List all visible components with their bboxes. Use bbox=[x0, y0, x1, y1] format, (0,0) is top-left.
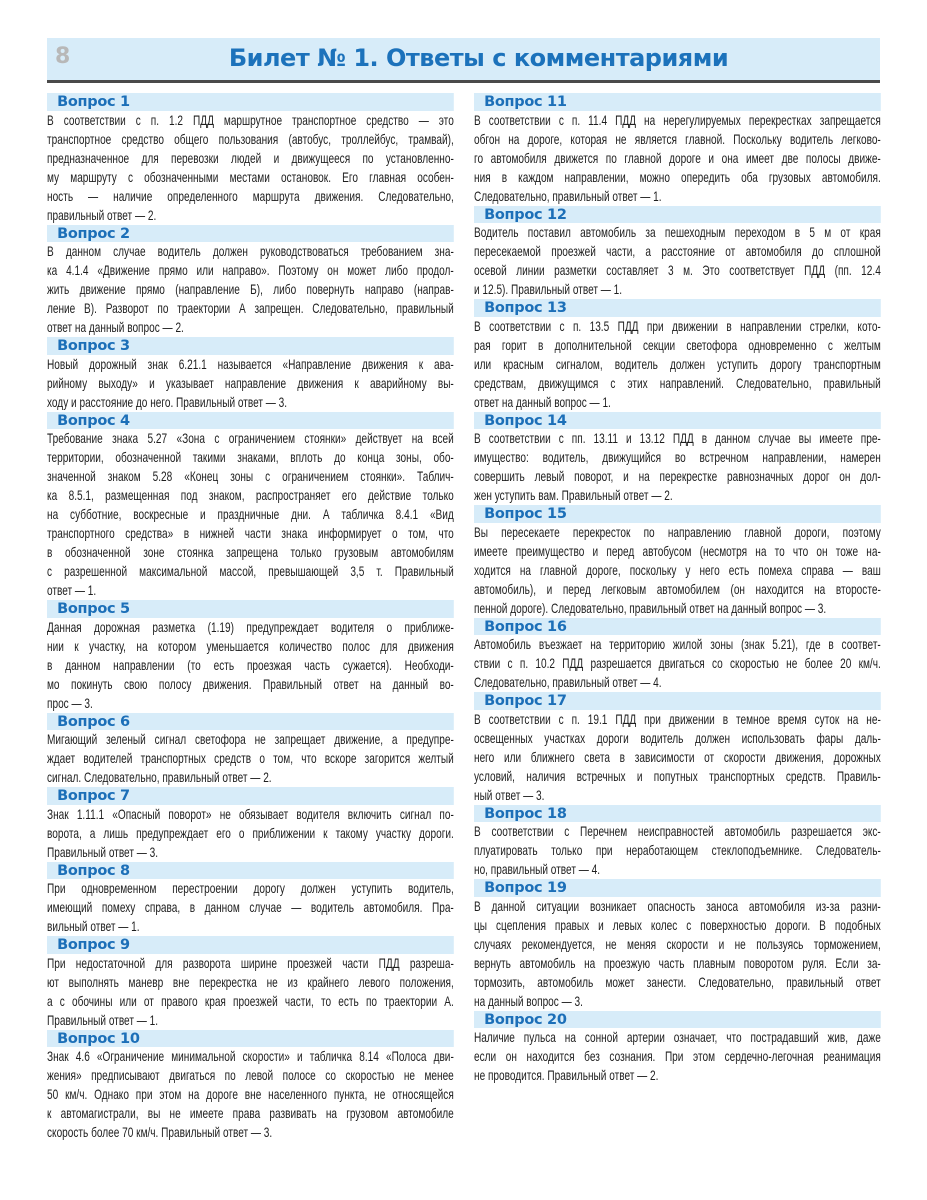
answer-text-line: сигнал. Следовательно, правильный ответ — 2. bbox=[47, 769, 272, 785]
answer-text-line: Правильный ответ — 1. bbox=[47, 1011, 159, 1028]
answer-text-line: ка 4.1.4 «Движение прямо или направо». Поэтому он может либо продол- bbox=[47, 262, 454, 278]
answer-text-line: Знак 4.6 «Ограничение минимальной скорости» и табличка 8.14 «Полоса дви- bbox=[47, 1048, 454, 1064]
question-section bbox=[474, 412, 881, 506]
answer-text-line: Следовательно, правильный ответ — 4. bbox=[474, 674, 662, 690]
question-heading bbox=[47, 713, 454, 731]
answer-text-line: вильный ответ — 1. bbox=[47, 918, 140, 934]
answer-text-line: В соответствии с пп. 13.11 и 13.12 ПДД в данном случае вы имеете пре- bbox=[474, 430, 881, 446]
question-title: Вопрос 15 bbox=[484, 506, 567, 522]
question-section bbox=[474, 618, 881, 693]
answer-text-line: Мигающий зеленый сигнал светофора не запрещает движение, а предупре- bbox=[47, 731, 454, 747]
answer-text-line: ходится на главной дороге, поскольку у него есть помеха справа — ваш bbox=[474, 561, 881, 578]
answer-text-line: При недостаточной для разворота ширине проезжей части ПДД разреша- bbox=[47, 954, 454, 971]
question-heading bbox=[47, 600, 454, 618]
answer-text-line: ка 8.5.1, размещенная под знаком, распространяет его действие только bbox=[47, 487, 454, 503]
answer-text-line: рийному выходу» и указывает направление движения к аварийному вы- bbox=[47, 374, 454, 391]
answer-text-line: средствам, движущимся с этих направлений. Следовательно, правильный bbox=[474, 374, 881, 391]
question-title: Вопрос 2 bbox=[57, 225, 130, 242]
answer-text-line: пенной дороге). Следовательно, правильный ответ на данный вопрос — 3. bbox=[474, 599, 827, 616]
answer-text-line: имущество: водитель, движущийся во встречном направлении, намерен bbox=[474, 449, 881, 465]
question-heading bbox=[474, 879, 881, 897]
question-title: Вопрос 7 bbox=[57, 788, 130, 804]
question-heading bbox=[474, 1011, 881, 1029]
question-title: Вопрос 13 bbox=[484, 300, 567, 316]
answer-text-line: В соответствии с п. 1.2 ПДД маршрутное транспортное средство — это bbox=[47, 111, 454, 128]
answer-text-line: транспортное средство общего пользования (автобус, троллейбус, трамвай), bbox=[47, 130, 454, 147]
question-title: Вопрос 4 bbox=[57, 412, 130, 429]
question-section bbox=[47, 936, 454, 1030]
question-title: Вопрос 12 bbox=[484, 206, 567, 223]
answer-text-line: В данном случае водитель должен руководствоваться требованием зна- bbox=[47, 243, 454, 259]
answer-text-line: случаях рекомендуется, не меняя скорости и не пользуясь торможением, bbox=[474, 935, 881, 952]
question-title: Вопрос 8 bbox=[57, 862, 130, 879]
question-title: Вопрос 18 bbox=[484, 805, 567, 822]
question-section bbox=[474, 206, 881, 300]
question-section bbox=[474, 1011, 881, 1086]
answer-text-line: и 12.5). Правильный ответ — 1. bbox=[474, 281, 623, 297]
answer-text-line: ответ на данный вопрос — 2. bbox=[47, 319, 184, 335]
answer-text-line: значенной знаком 5.28 «Конец зоны с ограничением стоянки». Таблич- bbox=[47, 468, 454, 484]
answer-text-line: на субботние, воскресные и праздничные дни. А табличка 8.4.1 «Вид bbox=[47, 506, 454, 522]
answer-text-line: но, правильный ответ — 4. bbox=[474, 861, 601, 877]
answer-text-line: предназначенное для перевозки людей и движущееся по установленно- bbox=[47, 149, 454, 166]
answer-text-line: цы сцепления правых и левых колес с поверхностью дороги. В подобных bbox=[474, 916, 881, 933]
answer-text-line: го автомобиля движется по главной дороге и она имеет две полосы движе- bbox=[474, 149, 881, 166]
answer-text-line: освещенных участках дороги водитель должен использовать фары даль- bbox=[474, 729, 881, 746]
question-heading bbox=[474, 299, 881, 317]
page-header bbox=[47, 38, 880, 83]
left-column bbox=[47, 93, 454, 1142]
page-title: Билет № 1. Ответы с комментариями bbox=[228, 44, 729, 72]
question-title: Вопрос 19 bbox=[484, 880, 567, 896]
question-section bbox=[47, 862, 454, 937]
question-title: Вопрос 5 bbox=[57, 601, 130, 617]
question-title: Вопрос 11 bbox=[484, 94, 567, 110]
question-heading bbox=[474, 206, 881, 224]
question-title: Вопрос 3 bbox=[57, 338, 130, 354]
answer-text-line: рая горит в дополнительной секции светофора одновременно с желтым bbox=[474, 336, 881, 353]
answer-text-line: Знак 1.11.1 «Опасный поворот» не обязывает водителя включить сигнал по- bbox=[47, 805, 454, 822]
answer-text-line: на данный вопрос — 3. bbox=[474, 992, 583, 1009]
answer-text-line: с разрешенной максимальной массой, превышающей 3,5 т. Правильный bbox=[47, 563, 454, 579]
question-section bbox=[47, 93, 454, 225]
answer-text-line: жения» предписывают двигаться по левой полосе со скоростью не менее bbox=[47, 1067, 454, 1083]
question-title: Вопрос 16 bbox=[484, 618, 567, 635]
answer-text-line: прос — 3. bbox=[47, 694, 93, 711]
question-heading bbox=[474, 692, 881, 710]
question-title: Вопрос 6 bbox=[57, 713, 130, 730]
question-heading bbox=[47, 412, 454, 430]
page-number: 8 bbox=[55, 44, 71, 69]
question-section bbox=[47, 337, 454, 412]
answer-text-line: Автомобиль въезжает на территорию жилой зоны (знак 5.21), где в соответ- bbox=[474, 636, 881, 652]
answer-text-line: жен уступить вам. Правильный ответ — 2. bbox=[474, 487, 673, 503]
question-heading bbox=[474, 412, 881, 430]
question-section bbox=[474, 299, 881, 412]
question-title: Вопрос 14 bbox=[484, 412, 567, 429]
answer-text-line: в обозначенной зоне стоянка запрещена только грузовым автомобилям bbox=[47, 544, 454, 560]
answer-text-line: него или ближнего света в зависимости от скорости движения, дорожных bbox=[474, 748, 881, 765]
question-heading bbox=[47, 337, 454, 355]
answer-text-line: ответ — 1. bbox=[47, 582, 97, 598]
question-section bbox=[47, 600, 454, 713]
answer-text-line: а с обочины или от правого края проезжей части, то есть по траектории А. bbox=[47, 992, 454, 1009]
question-section bbox=[474, 879, 881, 1011]
question-title: Вопрос 1 bbox=[57, 94, 130, 110]
answer-text-line: пересекаемой проезжей части, а расстояние от автомобиля до сплошной bbox=[474, 243, 881, 259]
question-section bbox=[47, 412, 454, 601]
answer-text-line: транспортного средства» в нижней части знака информирует о том, что bbox=[47, 525, 454, 541]
answer-text-line: В соответствии с п. 19.1 ПДД при движении в темное время суток на не- bbox=[474, 710, 881, 727]
answer-text-line: Вы пересекаете перекресток по направлению главной дороги, поэтому bbox=[474, 523, 881, 540]
answer-text-line: тормозить, автомобиль может занести. Следовательно, правильный ответ bbox=[474, 973, 881, 990]
question-title: Вопрос 10 bbox=[57, 1030, 140, 1047]
answer-text-line: В данной ситуации возникает опасность заноса автомобиля из-за разни- bbox=[474, 897, 881, 914]
question-heading bbox=[47, 862, 454, 880]
answer-text-line: В соответствии с п. 13.5 ПДД при движении в направлении стрелки, кото- bbox=[474, 317, 881, 334]
question-title: Вопрос 9 bbox=[57, 937, 130, 953]
answer-text-line: Требование знака 5.27 «Зона с ограничением стоянки» действует на всей bbox=[47, 430, 454, 446]
answer-text-line: Наличие пульса на сонной артерии означает, что пострадавший жив, даже bbox=[474, 1029, 881, 1045]
question-heading bbox=[47, 93, 454, 111]
answer-text-line: ходу и расстояние до него. Правильный ответ — 3. bbox=[47, 393, 288, 410]
question-section bbox=[474, 505, 881, 618]
answer-text-line: совершить левый поворот, и на перекрестке равнозначных дорог он дол- bbox=[474, 468, 881, 484]
answer-text-line: В соответствии с п. 11.4 ПДД на нерегулируемых перекрестках запрещается bbox=[474, 111, 881, 128]
right-column bbox=[474, 93, 881, 1085]
question-section bbox=[47, 787, 454, 862]
answer-text-line: ния в каждом направлении, можно опередить оба грузовых автомобиля. bbox=[474, 168, 881, 185]
question-section bbox=[47, 225, 454, 338]
answer-text-line: При одновременном перестроении дорогу должен уступить водитель, bbox=[47, 880, 454, 896]
answer-text-line: территории, обозначенной такими знаками, вплоть до конца зоны, обо- bbox=[47, 449, 454, 465]
answer-text-line: не проводится. Правильный ответ — 2. bbox=[474, 1067, 659, 1083]
answer-text-line: автомобиль), и перед легковым автомобилем (он находится на второсте- bbox=[474, 580, 881, 597]
answer-text-line: плуатировать только при неработающем стеклоподъемнике. Следователь- bbox=[474, 842, 881, 858]
answer-text-line: к автомагистрали, вы не имеете права развивать на грузовом автомобиле bbox=[47, 1105, 454, 1121]
question-heading bbox=[47, 1030, 454, 1048]
question-section bbox=[474, 692, 881, 805]
question-heading bbox=[474, 93, 881, 111]
answer-text-line: ждает водителей транспортных средств о том, что вскоре загорится желтый bbox=[47, 750, 454, 766]
question-section bbox=[474, 805, 881, 880]
answer-text-line: в данном направлении (то есть проезжая часть сужается). Необходи- bbox=[47, 656, 454, 673]
question-heading bbox=[47, 787, 454, 805]
answer-text-line: В соответствии с Перечнем неисправностей автомобиль разрешается экс- bbox=[474, 823, 881, 839]
answer-text-line: ный ответ — 3. bbox=[474, 786, 545, 803]
answer-text-line: 50 км/ч. Однако при этом на дороге вне населенного пункта, не относящейся bbox=[47, 1086, 454, 1102]
question-heading bbox=[474, 805, 881, 823]
answer-text-line: ление В). Разворот по траектории А запрещен. Следовательно, правильный bbox=[47, 300, 454, 316]
answer-text-line: му маршруту с обозначенными местами остановок. Его главная особен- bbox=[47, 168, 454, 185]
question-heading bbox=[474, 618, 881, 636]
question-section bbox=[474, 93, 881, 206]
answer-text-line: осевой линии разметки составляет 3 м. Это соответствует ПДД (пп. 12.4 bbox=[474, 262, 881, 278]
question-section bbox=[47, 713, 454, 788]
answer-text-line: нии к участку, на котором уменьшается количество полос для движения bbox=[47, 637, 454, 654]
answer-text-line: Данная дорожная разметка (1.19) предупреждает водителя о приближе- bbox=[47, 618, 454, 635]
answer-text-line: имеете преимущество и перед автобусом (несмотря на то что он тоже на- bbox=[474, 542, 881, 559]
answer-text-line: ность — наличие определенного маршрута движения. Следовательно, bbox=[47, 187, 454, 204]
answer-text-line: ворота, а лишь предупреждает его о приближении к такому участку дороги. bbox=[47, 824, 454, 841]
answer-text-line: жить движение прямо (направление Б), либо повернуть направо (направ- bbox=[47, 281, 454, 297]
answer-text-line: скорость более 70 км/ч. Правильный ответ — 3. bbox=[47, 1124, 273, 1140]
answer-text-line: ответ на данный вопрос — 1. bbox=[474, 393, 611, 410]
answer-text-line: Правильный ответ — 3. bbox=[47, 843, 159, 860]
answer-text-line: Водитель поставил автомобиль за пешеходным переходом в 5 м от края bbox=[474, 224, 881, 240]
answer-text-line: имеющий помеху справа, в данном случае — водитель автомобиля. Пра- bbox=[47, 899, 454, 915]
answer-text-line: вернуть автомобиль на проезжую часть плавным поворотом руля. Если за- bbox=[474, 954, 881, 971]
answer-text-line: правильный ответ — 2. bbox=[47, 206, 157, 223]
answer-text-line: или красным сигналом, водитель должен уступить дорогу транспортным bbox=[474, 355, 881, 372]
question-title: Вопрос 20 bbox=[484, 1011, 567, 1028]
answer-text-line: если он находится без сознания. При этом сердечно-легочная реанимация bbox=[474, 1048, 881, 1064]
question-heading bbox=[474, 505, 881, 523]
answer-text-line: Следовательно, правильный ответ — 1. bbox=[474, 187, 662, 204]
question-section bbox=[47, 1030, 454, 1143]
answer-text-line: мо покинуть свою полосу движения. Правильный ответ на данный во- bbox=[47, 675, 454, 692]
question-title: Вопрос 17 bbox=[484, 693, 567, 709]
answer-text-line: обгон на дороге, которая не является главной. Поскольку водитель легково- bbox=[474, 130, 881, 147]
question-heading bbox=[47, 936, 454, 954]
answer-text-line: Новый дорожный знак 6.21.1 называется «Направление движения к ава- bbox=[47, 355, 454, 372]
answer-text-line: ствии с п. 10.2 ПДД разрешается двигаться со скоростью не более 20 км/ч. bbox=[474, 655, 881, 671]
question-heading bbox=[47, 225, 454, 243]
answer-text-line: ют выполнять маневр вне перекрестка не из крайнего левого положения, bbox=[47, 973, 454, 990]
answer-text-line: условий, наличия встречных и попутных транспортных средств. Правиль- bbox=[474, 767, 881, 784]
